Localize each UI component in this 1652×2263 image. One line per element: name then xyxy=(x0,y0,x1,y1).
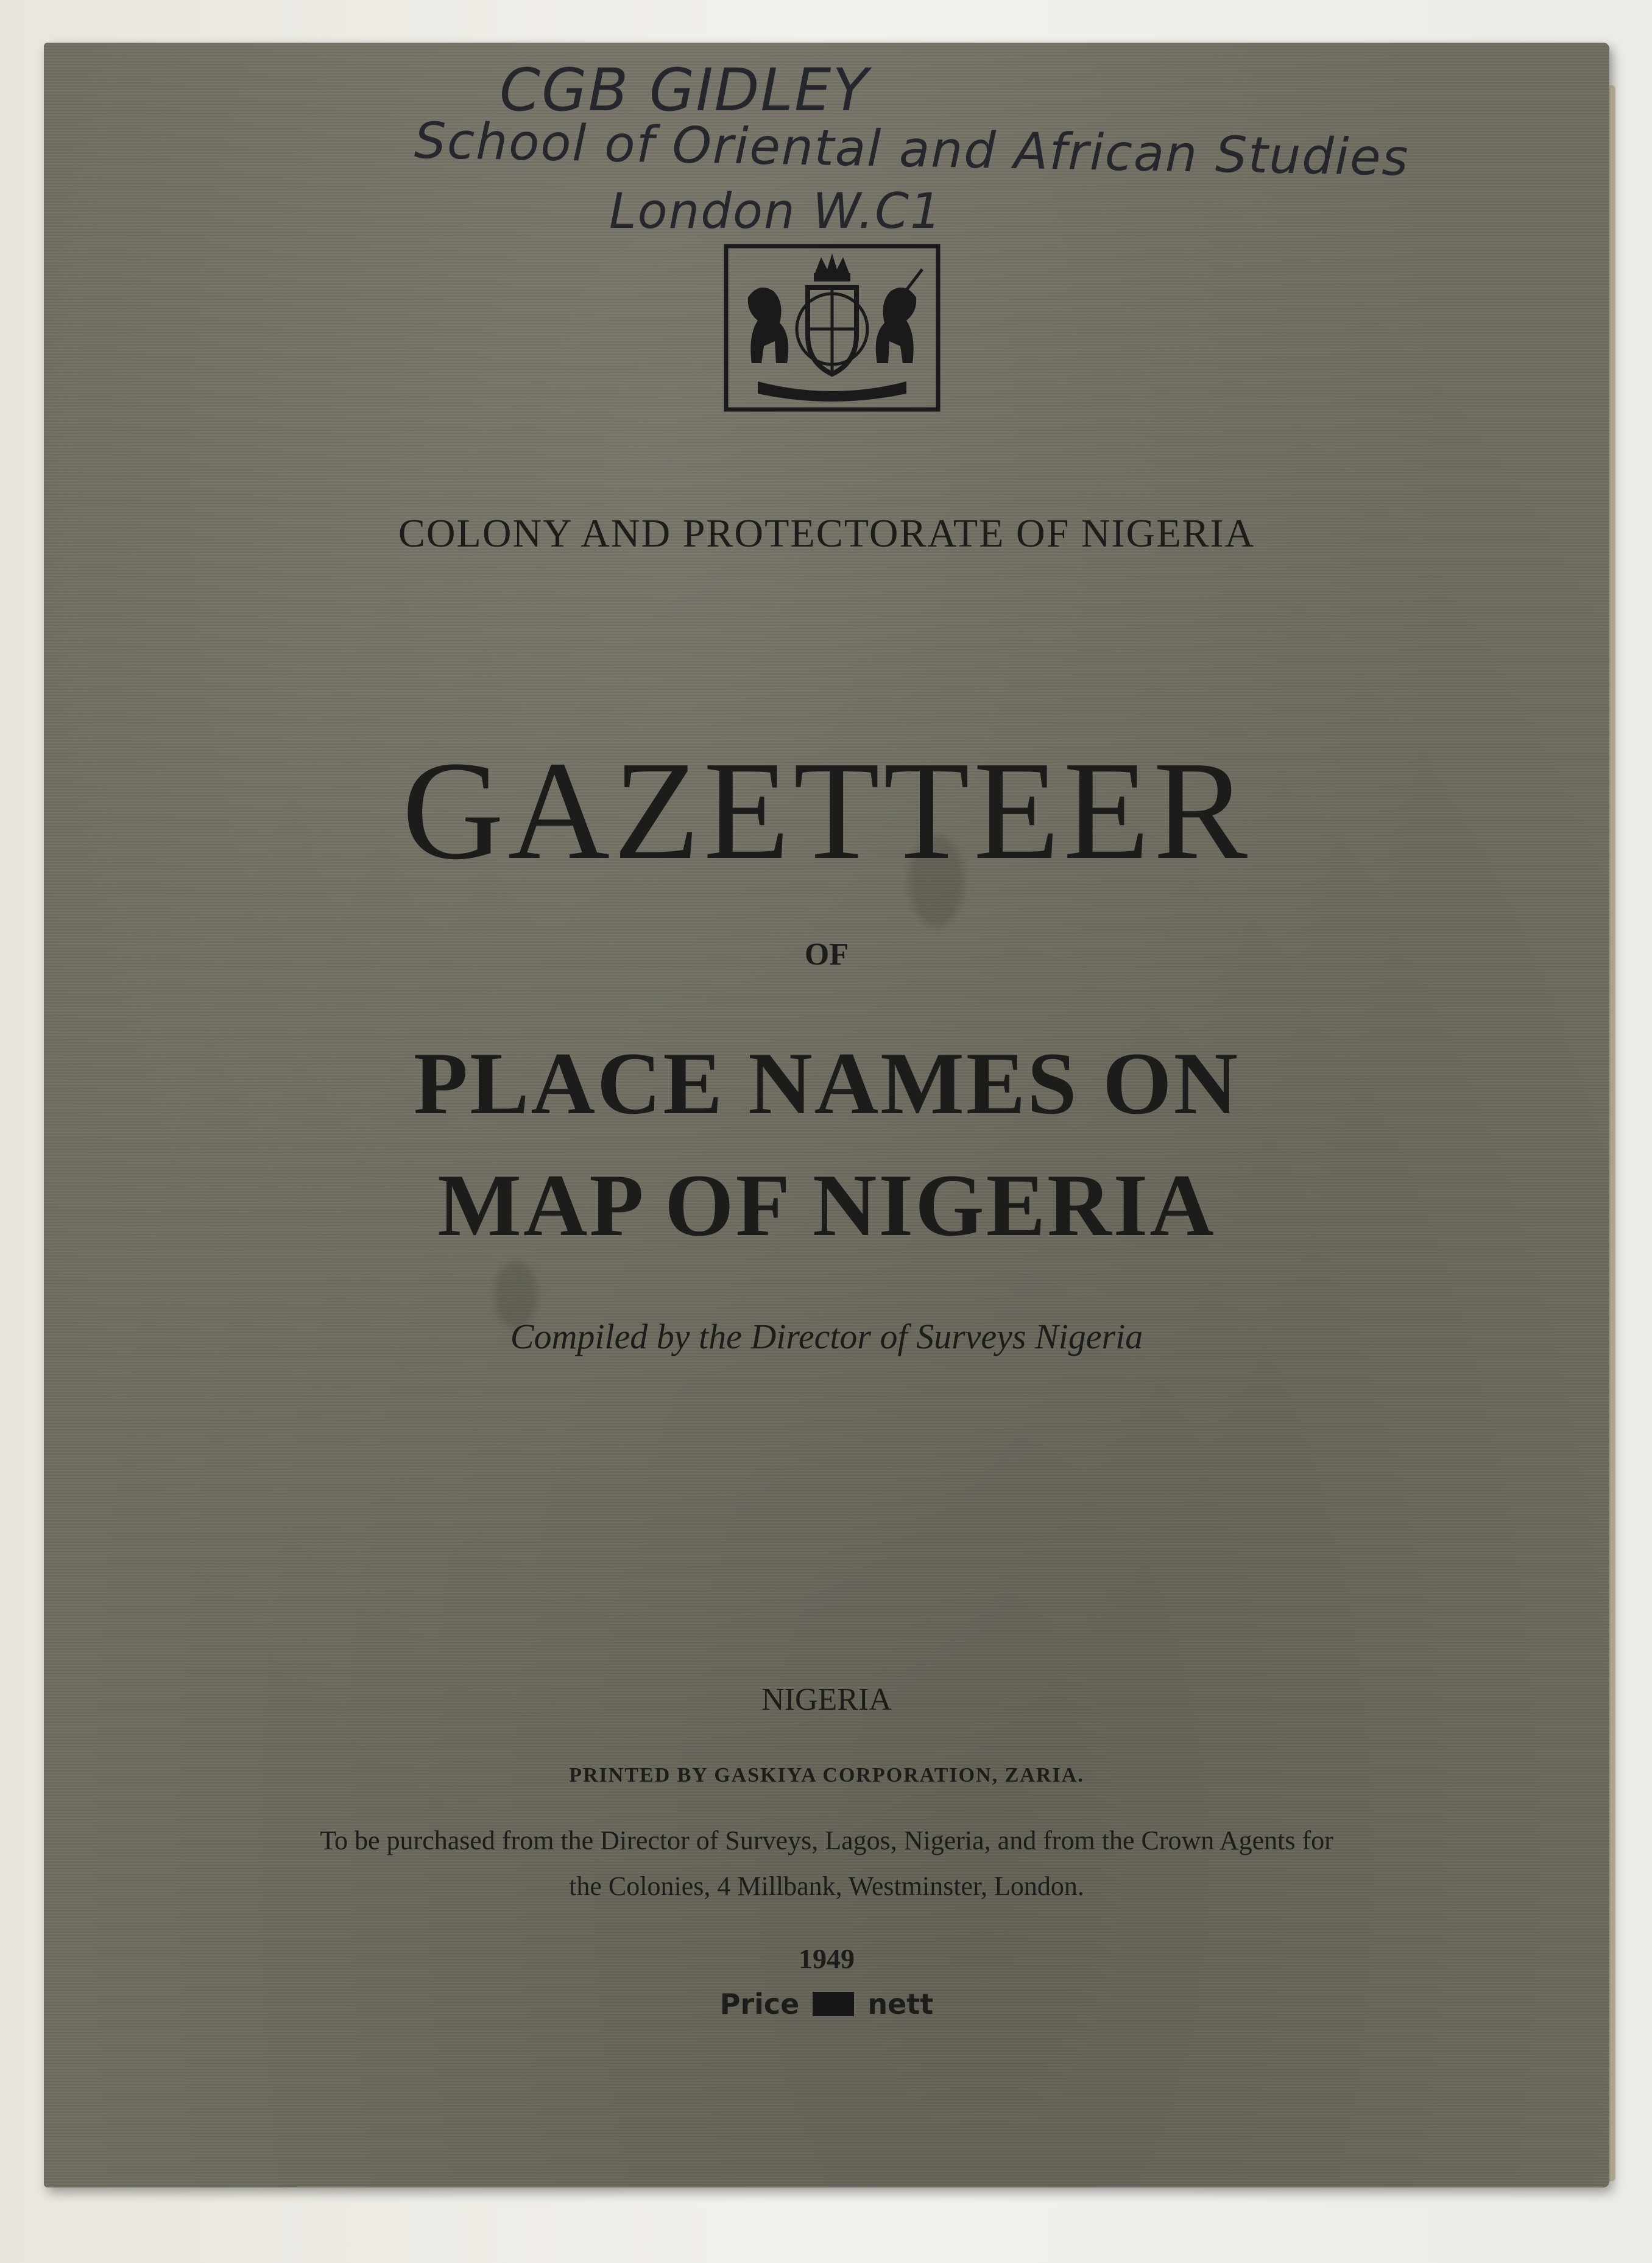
cover-subtitle-line-1: PLACE NAMES ON xyxy=(413,1034,1240,1133)
cover-year: 1949 xyxy=(799,1943,855,1974)
cover-title: GAZETTEER xyxy=(401,732,1252,889)
handwritten-location: London W.C1 xyxy=(609,183,942,239)
cover-colony-heading: COLONY AND PROTECTORATE OF NIGERIA xyxy=(398,511,1255,556)
cover-subtitle-line-2: MAP OF NIGERIA xyxy=(437,1156,1216,1255)
cover-printer: PRINTED BY GASKIYA CORPORATION, ZARIA. xyxy=(569,1764,1084,1787)
price-redaction-mark xyxy=(813,1992,854,2016)
cover-publication-place: NIGERIA xyxy=(761,1682,892,1717)
price-suffix: nett xyxy=(867,1988,934,2020)
cover-price xyxy=(44,1988,1609,2020)
cover-purchase-info-line-1: To be purchased from the Director of Surveys, Lagos, Nigeria, and from the Crown Agents for xyxy=(320,1826,1333,1855)
price-label: Price xyxy=(719,1988,800,2020)
handwritten-institution: School of Oriental and African Studies xyxy=(414,112,1410,188)
cover-compiled-by: Compiled by the Director of Surveys Nigeria xyxy=(510,1317,1143,1356)
cover-title-connector: OF xyxy=(804,937,849,972)
royal-coat-of-arms-icon xyxy=(724,244,941,412)
handwritten-owner-name: CGB GIDLEY xyxy=(499,56,870,124)
cover-purchase-info-line-2: the Colonies, 4 Millbank, Westminster, London. xyxy=(569,1871,1084,1901)
